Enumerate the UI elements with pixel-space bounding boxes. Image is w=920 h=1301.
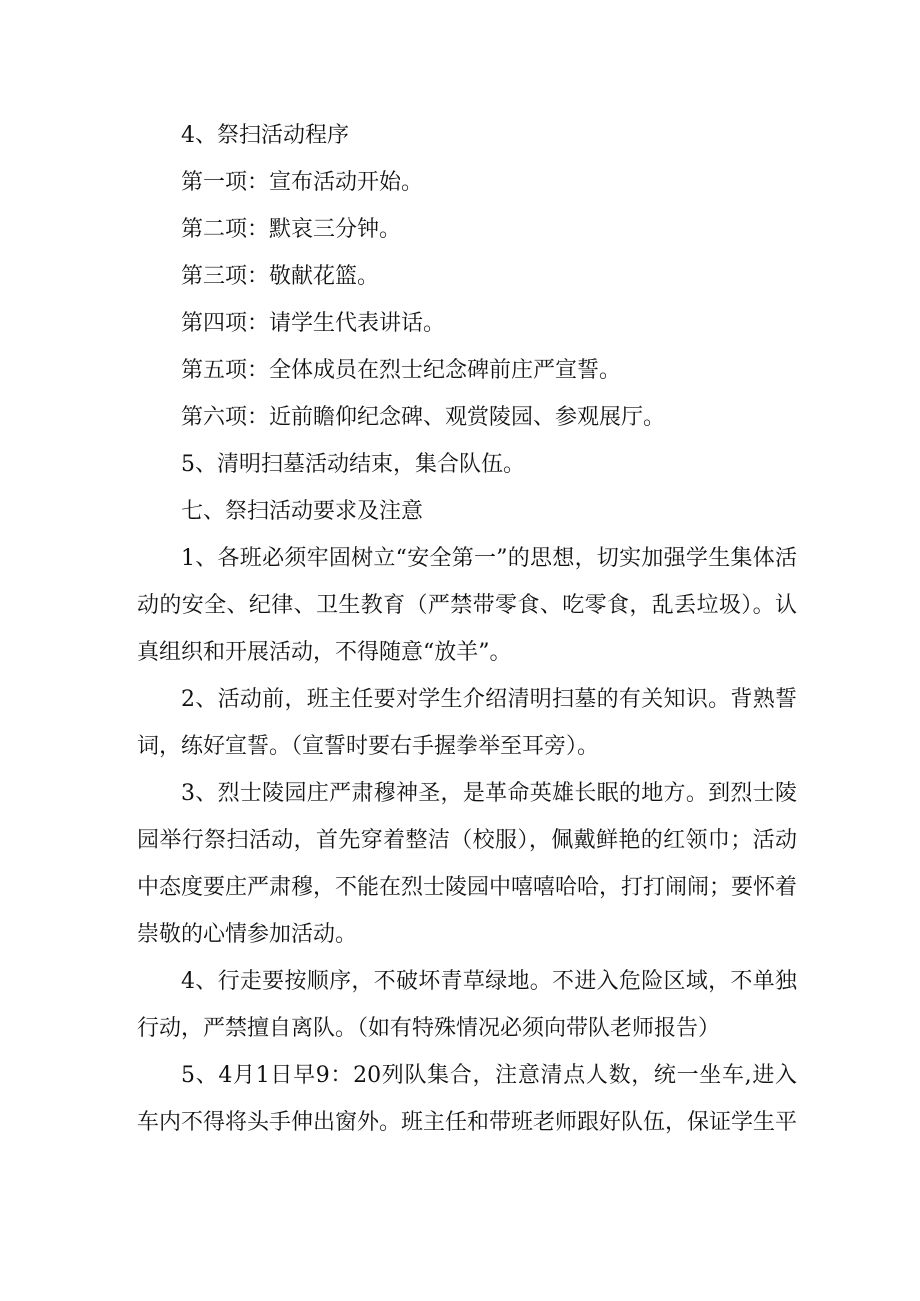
procedure-item-1: 第一项：宣布活动开始。 bbox=[181, 170, 424, 195]
requirement-paragraph-3: 3、烈士陵园庄严肃穆神圣，是革命英雄长眠的地方。到烈士陵园举行祭扫活动，首先穿着整洁（校服），佩戴鲜艳的红领巾；活动中态度要庄严肃穆，不能在烈士陵园中嘻嘻哈哈，打打闹闹；要怀着崇敬的心情参加活动。 bbox=[137, 781, 798, 947]
procedure-item-5: 第五项：全体成员在烈士纪念碑前庄严宣誓。 bbox=[181, 358, 622, 383]
procedure-item-3: 第三项：敬献花篮。 bbox=[181, 264, 380, 289]
procedure-item-2: 第二项：默哀三分钟。 bbox=[181, 217, 402, 242]
procedure-heading: 4、祭扫活动程序 bbox=[181, 123, 349, 148]
procedure-item-6: 第六项：近前瞻仰纪念碑、观赏陵园、参观展厅。 bbox=[181, 405, 666, 430]
requirements-heading: 七、祭扫活动要求及注意 bbox=[181, 499, 424, 524]
requirement-paragraph-4: 4、行走要按顺序，不破坏青草绿地。不进入危险区域，不单独行动，严禁擅自离队。（如有特殊情况必须向带队老师报告） bbox=[137, 969, 797, 1041]
procedure-closing: 5、清明扫墓活动结束，集合队伍。 bbox=[181, 452, 525, 477]
requirement-paragraph-5: 5、4月1日早9：20列队集合，注意清点人数，统一坐车,进入车内不得将头手伸出窗外。班主任和带班老师跟好队伍，保证学生平 bbox=[137, 1063, 798, 1135]
requirement-paragraph-2: 2、活动前，班主任要对学生介绍清明扫墓的有关知识。背熟誓词，练好宣誓。（宣誓时要右手握拳举至耳旁）。 bbox=[137, 687, 797, 759]
requirement-paragraph-1: 1、各班必须牢固树立“安全第一”的思想，切实加强学生集体活动的安全、纪律、卫生教育（严禁带零食、吃零食，乱丢垃圾）。认真组织和开展活动，不得随意“放羊”。 bbox=[137, 546, 797, 665]
procedure-item-4: 第四项：请学生代表讲话。 bbox=[181, 311, 446, 336]
document-body bbox=[137, 112, 797, 1146]
